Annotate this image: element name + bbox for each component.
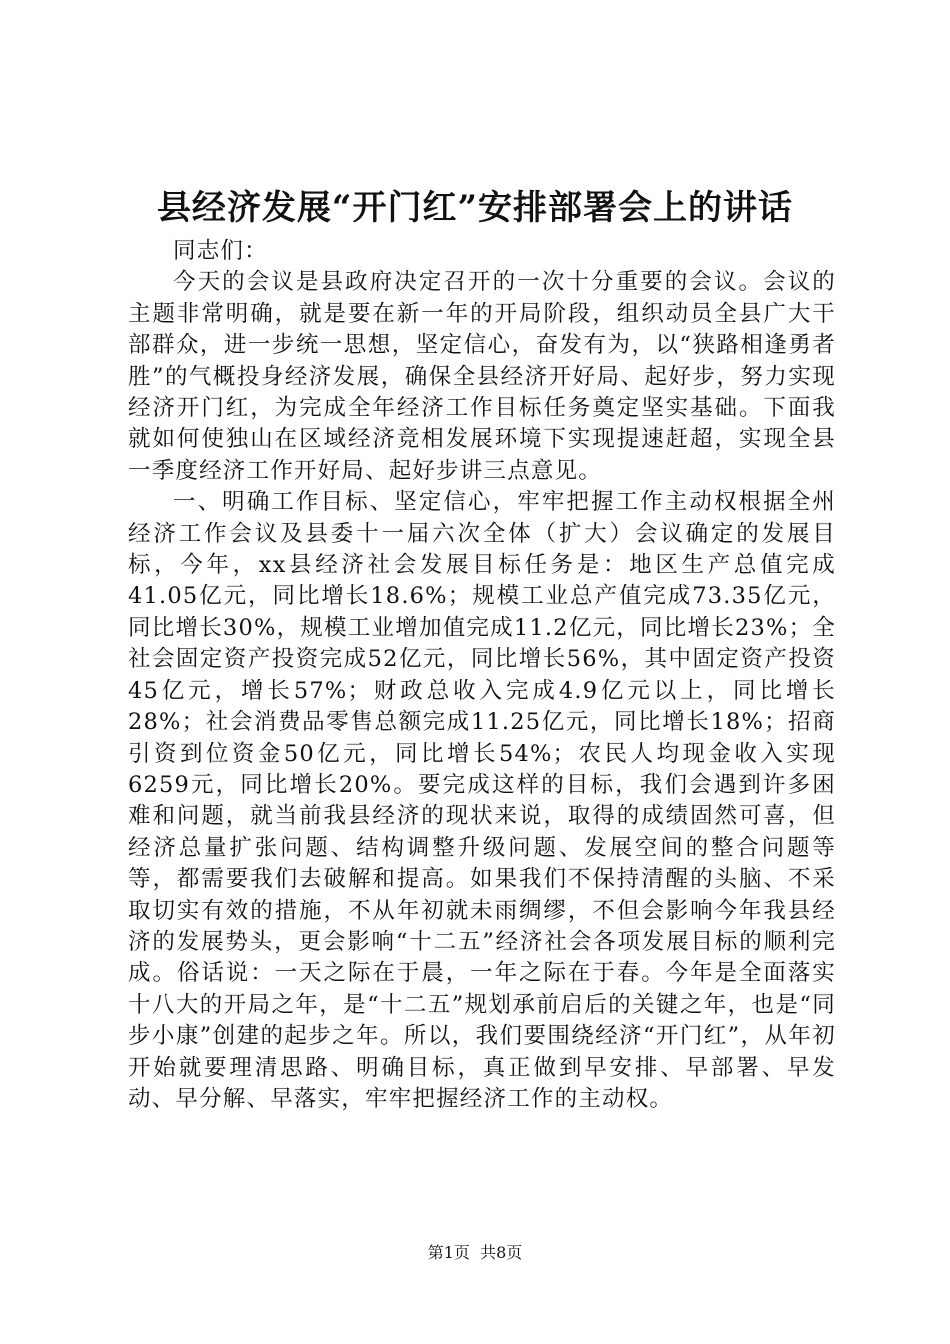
page-footer — [0, 1242, 950, 1264]
paragraph-1: 今天的会议是县政府决定召开的一次十分重要的会议。会议的主题非常明确，就是要在新一年的开局阶段，组织动员全县广大干部群众，进一步统一思想，坚定信心，奋发有为，以“狭路相逢勇者胜”的气概投身经济发展，确保全县经济开好局、起好步，努力实现经济开门红，为完成全年经济工作目标任务奠定坚实基础。下面我就如何使独山在区域经济竞相发展环境下实现提速赶超，实现全县一季度经济工作开好局、起好步讲三点意见。 — [128, 269, 836, 484]
page-number: 第1页 — [427, 1243, 470, 1262]
document-body — [128, 236, 836, 1115]
paragraph-2: 一、明确工作目标、坚定信心，牢牢把握工作主动权根据全州经济工作会议及县委十一届六次全体（扩大）会议确定的发展目标，今年，xx县经济社会发展目标任务是：地区生产总值完成41.05亿元，同比增长18.6%；规模工业总产值完成73.35亿元，同比增长30%，规模工业增加值完成11.2亿元，同比增长23%；全社会固定资产投资完成52亿元，同比增长56%，其中固定资产投资45亿元，增长57%；财政总收入完成4.9亿元以上，同比增长28%；社会消费品零售总额完成11.25亿元，同比增长18%；招商引资到位资金50亿元，同比增长54%；农民人均现金收入实现6259元，同比增长20%。要完成这样的目标，我们会遇到许多困难和问题，就当前我县经济的现状来说，取得的成绩固然可喜，但经济总量扩张问题、结构调整升级问题、发展空间的整合问题等等，都需要我们去破解和提高。如果我们不保持清醒的头脑、不采取切实有效的措施，不从年初就未雨绸缪，不但会影响今年我县经济的发展势头，更会影响“十二五”经济社会各项发展目标的顺利完成。俗话说：一天之际在于晨，一年之际在于春。今年是全面落实十八大的开局之年，是“十二五”规划承前启后的关键之年，也是“同步小康”创建的起步之年。所以，我们要围绕经济“开门红”，从年初开始就要理清思路、明确目标，真正做到早安排、早部署、早发动、早分解、早落实，牢牢把握经济工作的主动权。 — [128, 489, 836, 1112]
page-total: 共8页 — [480, 1243, 523, 1262]
document-title: 县经济发展“开门红”安排部署会上的讲话 — [156, 188, 794, 228]
salutation: 同志们： — [173, 238, 268, 264]
